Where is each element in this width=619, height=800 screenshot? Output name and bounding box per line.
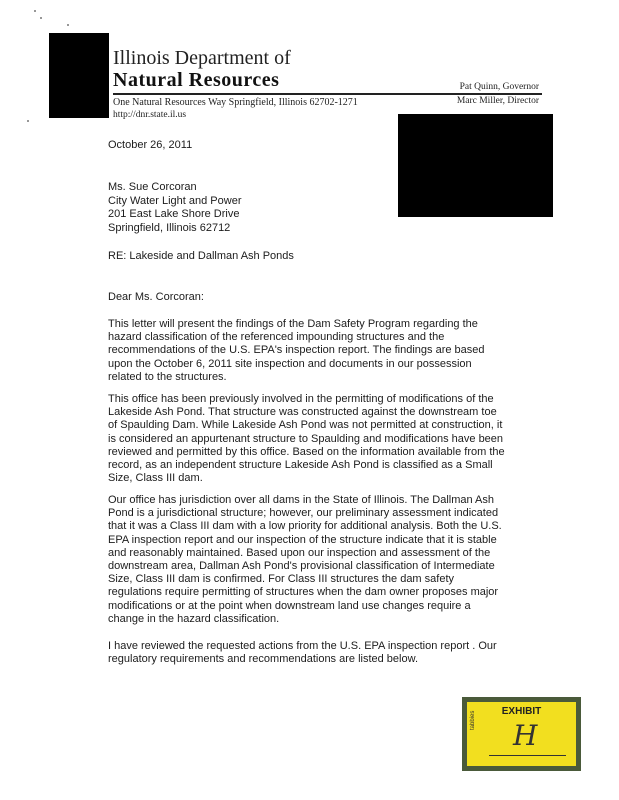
- agency-address: One Natural Resources Way Springfield, Illinois 62702-1271: [113, 97, 358, 108]
- agency-url: http://dnr.state.il.us: [113, 110, 187, 120]
- recipient-address: [108, 181, 241, 235]
- recipient-line: 201 East Lake Shore Drive: [108, 208, 240, 221]
- scan-speck: [34, 10, 36, 12]
- letter-date: October 26, 2011: [108, 139, 193, 151]
- director-name: Marc Miller, Director: [456, 96, 539, 106]
- recipient-line: Ms. Sue Corcoran: [108, 181, 197, 193]
- body-paragraph: I have reviewed the requested actions from the U.S. EPA inspection report . Our regulatory requirements and recommendations are listed below.: [108, 640, 497, 666]
- salutation: Dear Ms. Corcoran:: [108, 291, 204, 303]
- scan-speck: [67, 24, 69, 26]
- exhibit-sticker: [462, 697, 581, 771]
- subject-line: RE: Lakeside and Dallman Ash Ponds: [108, 250, 294, 262]
- letterhead-rule: [113, 93, 542, 95]
- body-paragraph: This letter will present the findings of the Dam Safety Program regarding the hazard classification of the referenced impounding structures and the recommendations of the U.S. EPA's inspection report. The findings are based upon the October 6, 2011 site inspection and documents in our possession related to the structures.: [108, 318, 485, 383]
- redacted-logo-block: [49, 33, 109, 118]
- exhibit-side-text: tabbies: [470, 710, 476, 730]
- exhibit-sticker-face: [467, 702, 576, 766]
- recipient-line: Springfield, Illinois 62712: [108, 221, 231, 234]
- governor-name: Pat Quinn, Governor: [459, 82, 539, 92]
- scan-speck: [27, 120, 29, 122]
- recipient-line: City Water Light and Power: [108, 194, 242, 207]
- agency-name-line2: Natural Resources: [113, 69, 280, 91]
- body-paragraph: Our office has jurisdiction over all dams in the State of Illinois. The Dallman Ash Pond is a jurisdictional structure; however, our preliminary assessment indicated that it was a Class III dam with a low priority for additional analysis. Both the U.S. EPA inspection report and our inspection of the structure indicate that it is stable and reasonably maintained. Based upon our inspection and assessment of the downstream area, Dallman Ash Pond's provisional classification of Intermediate Size, Class III dam is confirmed. For Class III structures the dam safety regulations require permitting of structures when the dam owner proposes major modifications or at the point when downstream land use changes require a change in the hazard classification.: [108, 494, 502, 625]
- agency-name-line1: Illinois Department of: [113, 47, 291, 69]
- exhibit-title: EXHIBIT: [501, 706, 542, 717]
- scan-speck: [40, 17, 42, 19]
- redacted-block: [398, 114, 553, 217]
- exhibit-letter: H: [513, 719, 538, 752]
- exhibit-underline: [489, 755, 566, 756]
- body-paragraph: This office has been previously involved in the permitting of modifications of the Lakeside Ash Pond. That structure was constructed against the downstream toe of Spaulding Dam. While Lakeside Ash Pond was not permitted at construction, it is considered an appurtenant structure to Spaulding and modifications have been reviewed and permitted by this office. Based on the information available from the record, as an independent structure Lakeside Ash Pond is classified as a Small Size, Class III dam.: [108, 393, 505, 485]
